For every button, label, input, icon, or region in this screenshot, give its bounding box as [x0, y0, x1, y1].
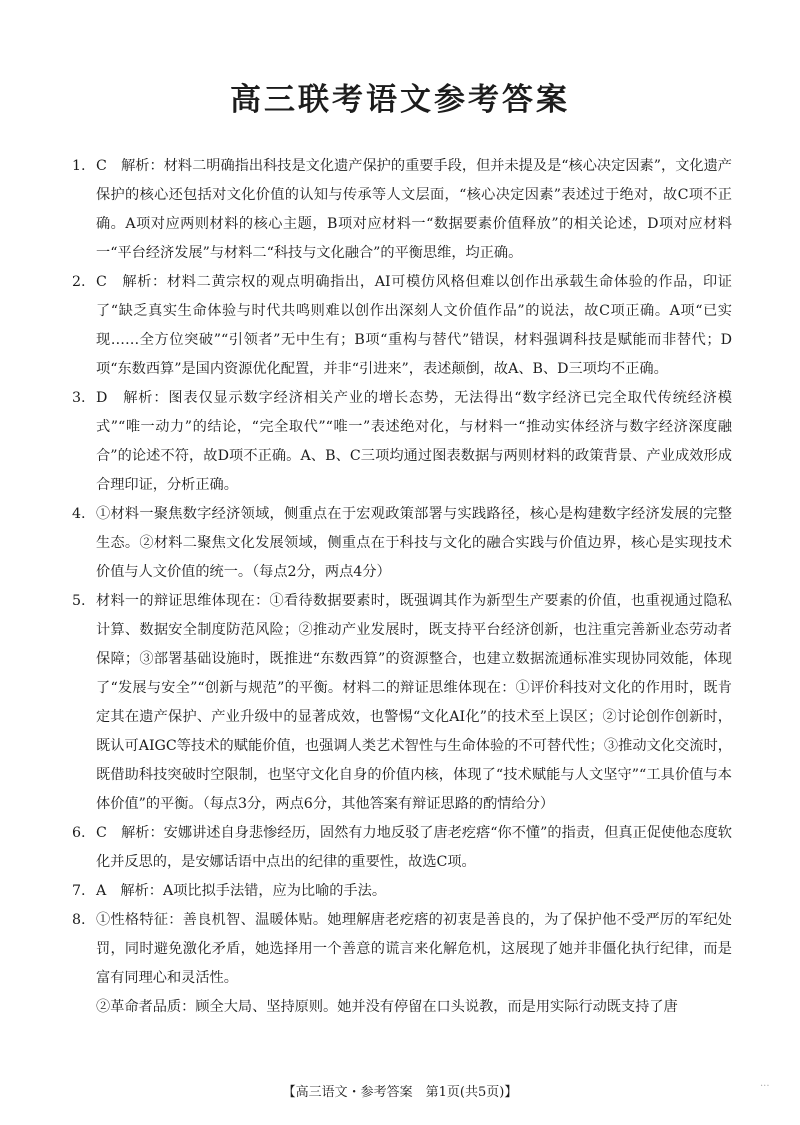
answer-number: 6. — [72, 825, 86, 841]
answer-8-continuation: ②革命者品质：顾全大局、坚持原则。她并没有停留在口头说教，而是用实际行动既支持了唐 — [96, 999, 678, 1015]
answer-number: 2. — [72, 274, 86, 290]
answer-text: C 解析：安娜讲述自身悲惨经历，固然有力地反驳了唐老疙瘩“你不懂”的指责，但真正促使他态度软化并反思的，是安娜话语中点出的纪律的重要性，故选C项。 — [96, 825, 732, 870]
answer-number: 5. — [72, 593, 86, 609]
answer-text: C 解析：材料二明确指出科技是文化遗产保护的重要手段，但并未提及是“核心决定因素”，文化遗产保护的核心还包括对文化价值的认知与传承等人文层面，“核心决定因素”表述过于绝对，故C项不正确。A项对应两则材料的核心主题，B项对应材料一“数据要素价值释放”的相关论述，D项对应材料一“平台经济发展”与材料二“科技与文化融合”的平衡思维，均正确。 — [96, 158, 732, 261]
answer-number: 1. — [72, 158, 86, 174]
answer-text: ①性格特征：善良机智、温暖体贴。她理解唐老疙瘩的初衷是善良的，为了保护他不受严厉的军纪处罚，同时避免激化矛盾，她选择用一个善意的谎言来化解危机，这展现了她并非僵化执行纪律，而是富有同理心和灵活性。 — [96, 912, 732, 986]
answer-item-6 — [72, 819, 732, 877]
answer-item-4 — [72, 500, 732, 587]
answer-number: 3. — [72, 390, 86, 406]
answer-item-2 — [72, 268, 732, 384]
answer-item-8 — [72, 906, 732, 993]
answer-list — [72, 152, 732, 1022]
answer-text: ①材料一聚焦数字经济领域，侧重点在于宏观政策部署与实践路径，核心是构建数字经济发展的完整生态。②材料二聚焦文化发展领域，侧重点在于科技与文化的融合实践与价值边界，核心是实现技术价值与人文价值的统一。（每点2分，两点4分） — [96, 506, 732, 580]
answer-number: 7. — [72, 883, 86, 899]
page-title: 高三联考语文参考答案 — [230, 82, 570, 118]
answer-text: 材料一的辩证思维体现在：①看待数据要素时，既强调其作为新型生产要素的价值，也重视通过隐私计算、数据安全制度防范风险；②推动产业发展时，既支持平台经济创新，也注重完善新业态劳动者保障；③部署基础设施时，既推进“东数西算”的资源整合，也建立数据流通标准实现协同效能，体现了“发展与安全”“创新与规范”的平衡。材料二的辩证思维体现在：①评价科技对文化的作用时，既肯定其在遗产保护、产业升级中的显著成效，也警惕“文化AI化”的技术至上误区；②讨论创作创新时，既认可AIGC等技术的赋能价值，也强调人类艺术智性与生命体验的不可替代性；③推动文化交流时，既借助科技突破时空限制，也坚守文化自身的价值内核，体现了“技术赋能与人文坚守”“工具价值与本体价值”的平衡。（每点3分，两点6分，其他答案有辩证思路的酌情给分） — [96, 593, 732, 812]
answer-item-5 — [72, 587, 732, 819]
corner-mark: ... — [760, 1078, 770, 1089]
answer-item-7 — [72, 877, 732, 906]
answer-item-3 — [72, 384, 732, 500]
answer-text: A 解析：A项比拟手法错，应为比喻的手法。 — [96, 883, 387, 899]
answer-number: 4. — [72, 506, 86, 522]
answer-text: D 解析：图表仅显示数字经济相关产业的增长态势，无法得出“数字经济已完全取代传统经济模式”“唯一动力”的结论，“完全取代”“唯一”表述绝对化，与材料一“推动实体经济与数字经济深度融合”的论述不符，故D项不正确。A、B、C三项均通过图表数据与两则材料的政策背景、产业成效形成合理印证，分析正确。 — [96, 390, 732, 493]
answer-number: 8. — [72, 912, 86, 928]
answer-item-1 — [72, 152, 732, 268]
page-footer: 【高三语文・参考答案 第1页(共5页)】 — [282, 1085, 518, 1100]
answer-text: C 解析：材料二黄宗权的观点明确指出，AI可模仿风格但难以创作出承载生命体验的作品，印证了“缺乏真实生命体验与时代共鸣则难以创作出深刻人文价值作品”的说法，故C项正确。A项“已实现……全方位突破”“引领者”无中生有；B项“重构与替代”错误，材料强调科技是赋能而非替代；D项“东数西算”是国内资源优化配置，并非“引进来”，表述颠倒，故A、B、D三项均不正确。 — [96, 274, 732, 377]
